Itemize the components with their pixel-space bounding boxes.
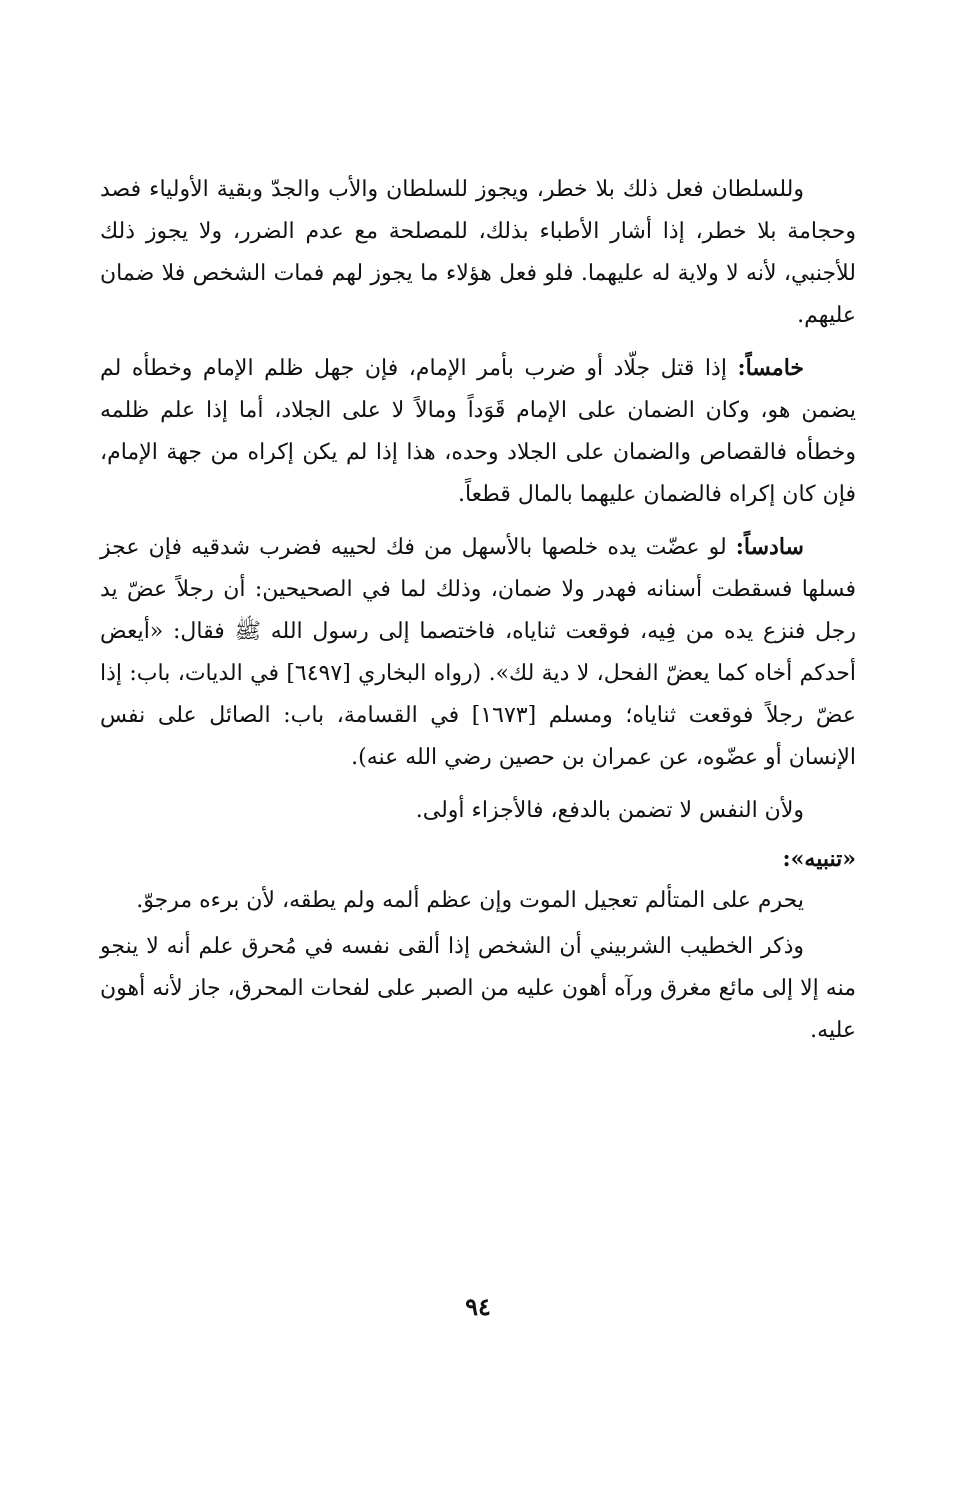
paragraph-text: وللسلطان فعل ذلك بلا خطر، ويجوز للسلطان والأب والجدّ وبقية الأولياء فصد وحجامة بلا خطر، إذا أشار الأطباء بذلك، للمصلحة مع عدم الضرر، ولا يجوز ذلك للأجنبي، لأنه لا ولاية له عليهما. فلو فعل هؤلاء ما يجوز لهم فمات الشخص فلا ضمان عليهم. — [100, 177, 856, 328]
paragraph-text: إذا قتل جلّاد أو ضرب بأمر الإمام، فإن جهل ظلم الإمام وخطأه لم يضمن هو، وكان الضمان على الإمام قَوَداً ومالاً لا على الجلاد، أما إذا علم ظلمه وخطأه فالقصاص والضمان على الجلاد وحده، هذا إذا لم يكن إكراه من جهة الإمام، فإن كان إكراه فالضمان عليهما بالمال قطعاً. — [100, 356, 856, 507]
paragraph-sixth — [100, 526, 856, 779]
main-text — [100, 168, 856, 1062]
paragraph-self-defense — [100, 789, 856, 832]
paragraph-text: ولأن النفس لا تضمن بالدفع، فالأجزاء أولى. — [415, 798, 804, 823]
note-paragraph-1: يحرم على المتألم تعجيل الموت وإن عظم ألمه ولم يطقه، لأن برءه مرجوّ. — [136, 888, 804, 913]
note-paragraph-2: وذكر الخطيب الشربيني أن الشخص إذا ألقى نفسه في مُحرق علم أنه لا ينجو منه إلا إلى مائع مغرق ورآه أهون عليه من الصبر على لفحات المحرق، جاز لأنه أهون عليه. — [100, 934, 856, 1043]
paragraph-lead: خامساً: — [737, 355, 804, 381]
paragraph-fifth — [100, 347, 856, 516]
paragraph-text: لو عضّت يده خلصها بالأسهل من فك لحييه فضرب شدقيه فإن عجز فسلها فسقطت أسنانه فهدر ولا ضمان، وذلك لما في الصحيحين: أن رجلاً عضّ يد رجل فنزع يده من فِيه، فوقعت ثناياه، فاختصما إلى رسول الله ﷺ فقال: «أيعض أحدكم أخاه كما يعضّ الفحل، لا دية لك». (رواه البخاري [٦٤٩٧] في الديات، باب: إذا عضّ رجلاً فوقعت ثناياه؛ ومسلم [١٦٧٣] في القسامة، باب: الصائل على نفس الإنسان أو عضّوه، عن عمران بن حصين رضي الله عنه). — [100, 535, 856, 770]
note-heading: «تنبيه»: — [782, 846, 856, 872]
page-number: ٩٤ — [465, 1292, 491, 1321]
paragraph-sultan-permission — [100, 168, 856, 337]
paragraph-lead: سادساً: — [735, 534, 804, 560]
